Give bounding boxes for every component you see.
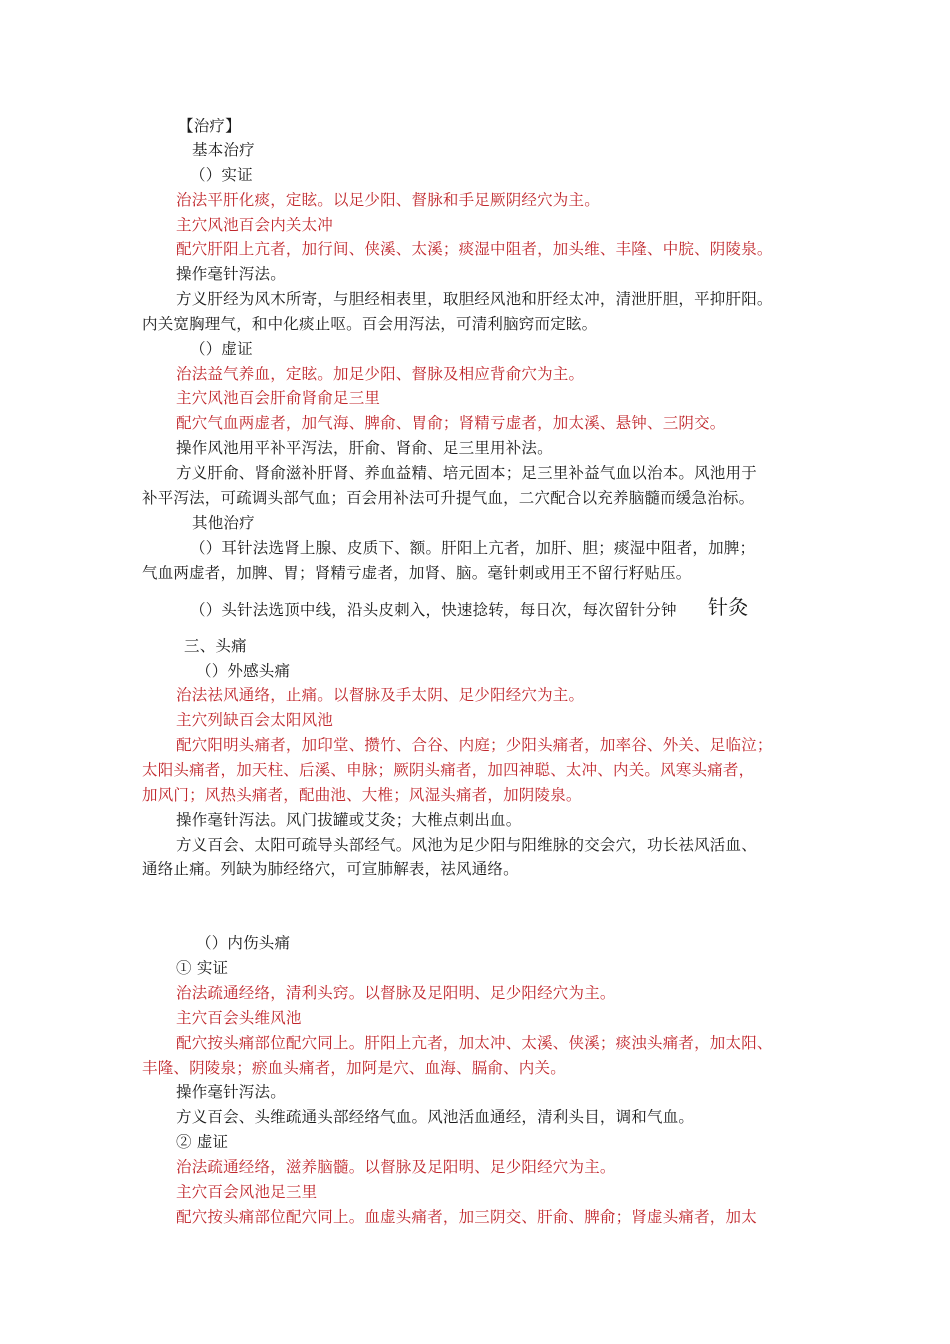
text-line-l35: 配穴按头痛部位配穴同上。肝阳上亢者，加太冲、太溪、侠溪；痰浊头痛者，加太阳、 <box>176 1034 773 1052</box>
text-line-l27: 加风门；风热头痛者，配曲池、大椎；风湿头痛者，加阴陵泉。 <box>142 786 582 804</box>
text-line-l06: 配穴肝阳上亢者，加行间、侠溪、太溪；痰湿中阻者，加头维、丰隆、中脘、阴陵泉。 <box>176 240 773 258</box>
text-line-l32: ① 实证 <box>176 959 229 977</box>
text-line-l24: 主穴列缺百会太阳风池 <box>176 711 334 729</box>
text-line-l22: （）外感头痛 <box>196 662 291 680</box>
text-line-l08: 方义肝经为风木所寄，与胆经相表里，取胆经风池和肝经太冲，清泄肝胆，平抑肝阳。 <box>176 290 773 308</box>
text-line-l05: 主穴风池百会内关太冲 <box>176 216 334 234</box>
text-line-l40: 治法疏通经络，滋养脑髓。以督脉及足阳明、足少阳经穴为主。 <box>176 1158 616 1176</box>
text-line-l39: ② 虚证 <box>176 1133 229 1151</box>
text-line-l18: （）耳针法选肾上腺、皮质下、额。肝阳上亢者，加肝、胆；痰湿中阻者，加脾； <box>190 539 756 557</box>
text-line-l14: 操作风池用平补平泻法，肝俞、肾俞、足三里用补法。 <box>176 439 553 457</box>
text-line-l01: 【治疗】 <box>178 117 241 135</box>
text-line-l11: 治法益气养血，定眩。加足少阳、督脉及相应背俞穴为主。 <box>176 365 585 383</box>
text-line-l20a: （）头针法选顶中线，沿头皮刺入，快速捻转，每日次，每次留针分钟 <box>190 601 677 619</box>
text-line-l41: 主穴百会风池足三里 <box>176 1183 318 1201</box>
text-line-l31: （）内伤头痛 <box>196 934 291 952</box>
text-line-l30: 通络止痛。列缺为肺经络穴，可宣肺解表，祛风通络。 <box>142 860 519 878</box>
text-line-l19: 气血两虚者，加脾、胃；肾精亏虚者，加肾、脑。毫针刺或用王不留行籽贴压。 <box>142 564 692 582</box>
text-line-l12: 主穴风池百会肝俞肾俞足三里 <box>176 389 381 407</box>
text-line-l29: 方义百会、太阳可疏导头部经气。风池为足少阳与阳维脉的交会穴，功长祛风活血、 <box>176 836 757 854</box>
text-line-l34: 主穴百会头维风池 <box>176 1009 302 1027</box>
text-line-l15: 方义肝俞、肾俞滋补肝肾、养血益精、培元固本；足三里补益气血以治本。风池用于 <box>176 464 757 482</box>
text-line-l03: （）实证 <box>190 166 253 184</box>
text-line-l37: 操作毫针泻法。 <box>176 1083 286 1101</box>
text-line-l13: 配穴气血两虚者，加气海、脾俞、胃俞；肾精亏虚者，加太溪、悬钟、三阴交。 <box>176 414 726 432</box>
text-line-l36: 丰隆、阴陵泉；瘀血头痛者，加阿是穴、血海、膈俞、内关。 <box>142 1059 566 1077</box>
text-line-l09: 内关宽胸理气，和中化痰止呕。百会用泻法，可清利脑窍而定眩。 <box>142 315 598 333</box>
text-line-l20b: 针灸 <box>708 595 749 619</box>
text-line-l33: 治法疏通经络，清利头窍。以督脉及足阳明、足少阳经穴为主。 <box>176 984 616 1002</box>
text-line-l21: 三、头痛 <box>184 637 247 655</box>
text-line-l02: 基本治疗 <box>192 141 255 159</box>
text-line-l38: 方义百会、头维疏通头部经络气血。风池活血通经，清利头目，调和气血。 <box>176 1108 695 1126</box>
text-line-l26: 太阳头痛者，加天柱、后溪、申脉；厥阴头痛者，加四神聪、太冲、内关。风寒头痛者， <box>142 761 755 779</box>
text-line-l10: （）虚证 <box>190 340 253 358</box>
text-line-l23: 治法祛风通络，止痛。以督脉及手太阴、足少阳经穴为主。 <box>176 686 585 704</box>
text-line-l07: 操作毫针泻法。 <box>176 265 286 283</box>
text-line-l28: 操作毫针泻法。风门拔罐或艾灸；大椎点刺出血。 <box>176 811 522 829</box>
text-line-l42: 配穴按头痛部位配穴同上。血虚头痛者，加三阴交、肝俞、脾俞；肾虚头痛者，加太 <box>176 1208 757 1226</box>
text-line-l25: 配穴阳明头痛者，加印堂、攒竹、合谷、内庭；少阳头痛者，加率谷、外关、足临泣； <box>176 736 773 754</box>
text-line-l04: 治法平肝化痰，定眩。以足少阳、督脉和手足厥阴经穴为主。 <box>176 191 600 209</box>
text-line-l17: 其他治疗 <box>192 514 255 532</box>
text-line-l16: 补平泻法，可疏调头部气血；百会用补法可升提气血，二穴配合以充养脑髓而缓急治标。 <box>142 489 755 507</box>
